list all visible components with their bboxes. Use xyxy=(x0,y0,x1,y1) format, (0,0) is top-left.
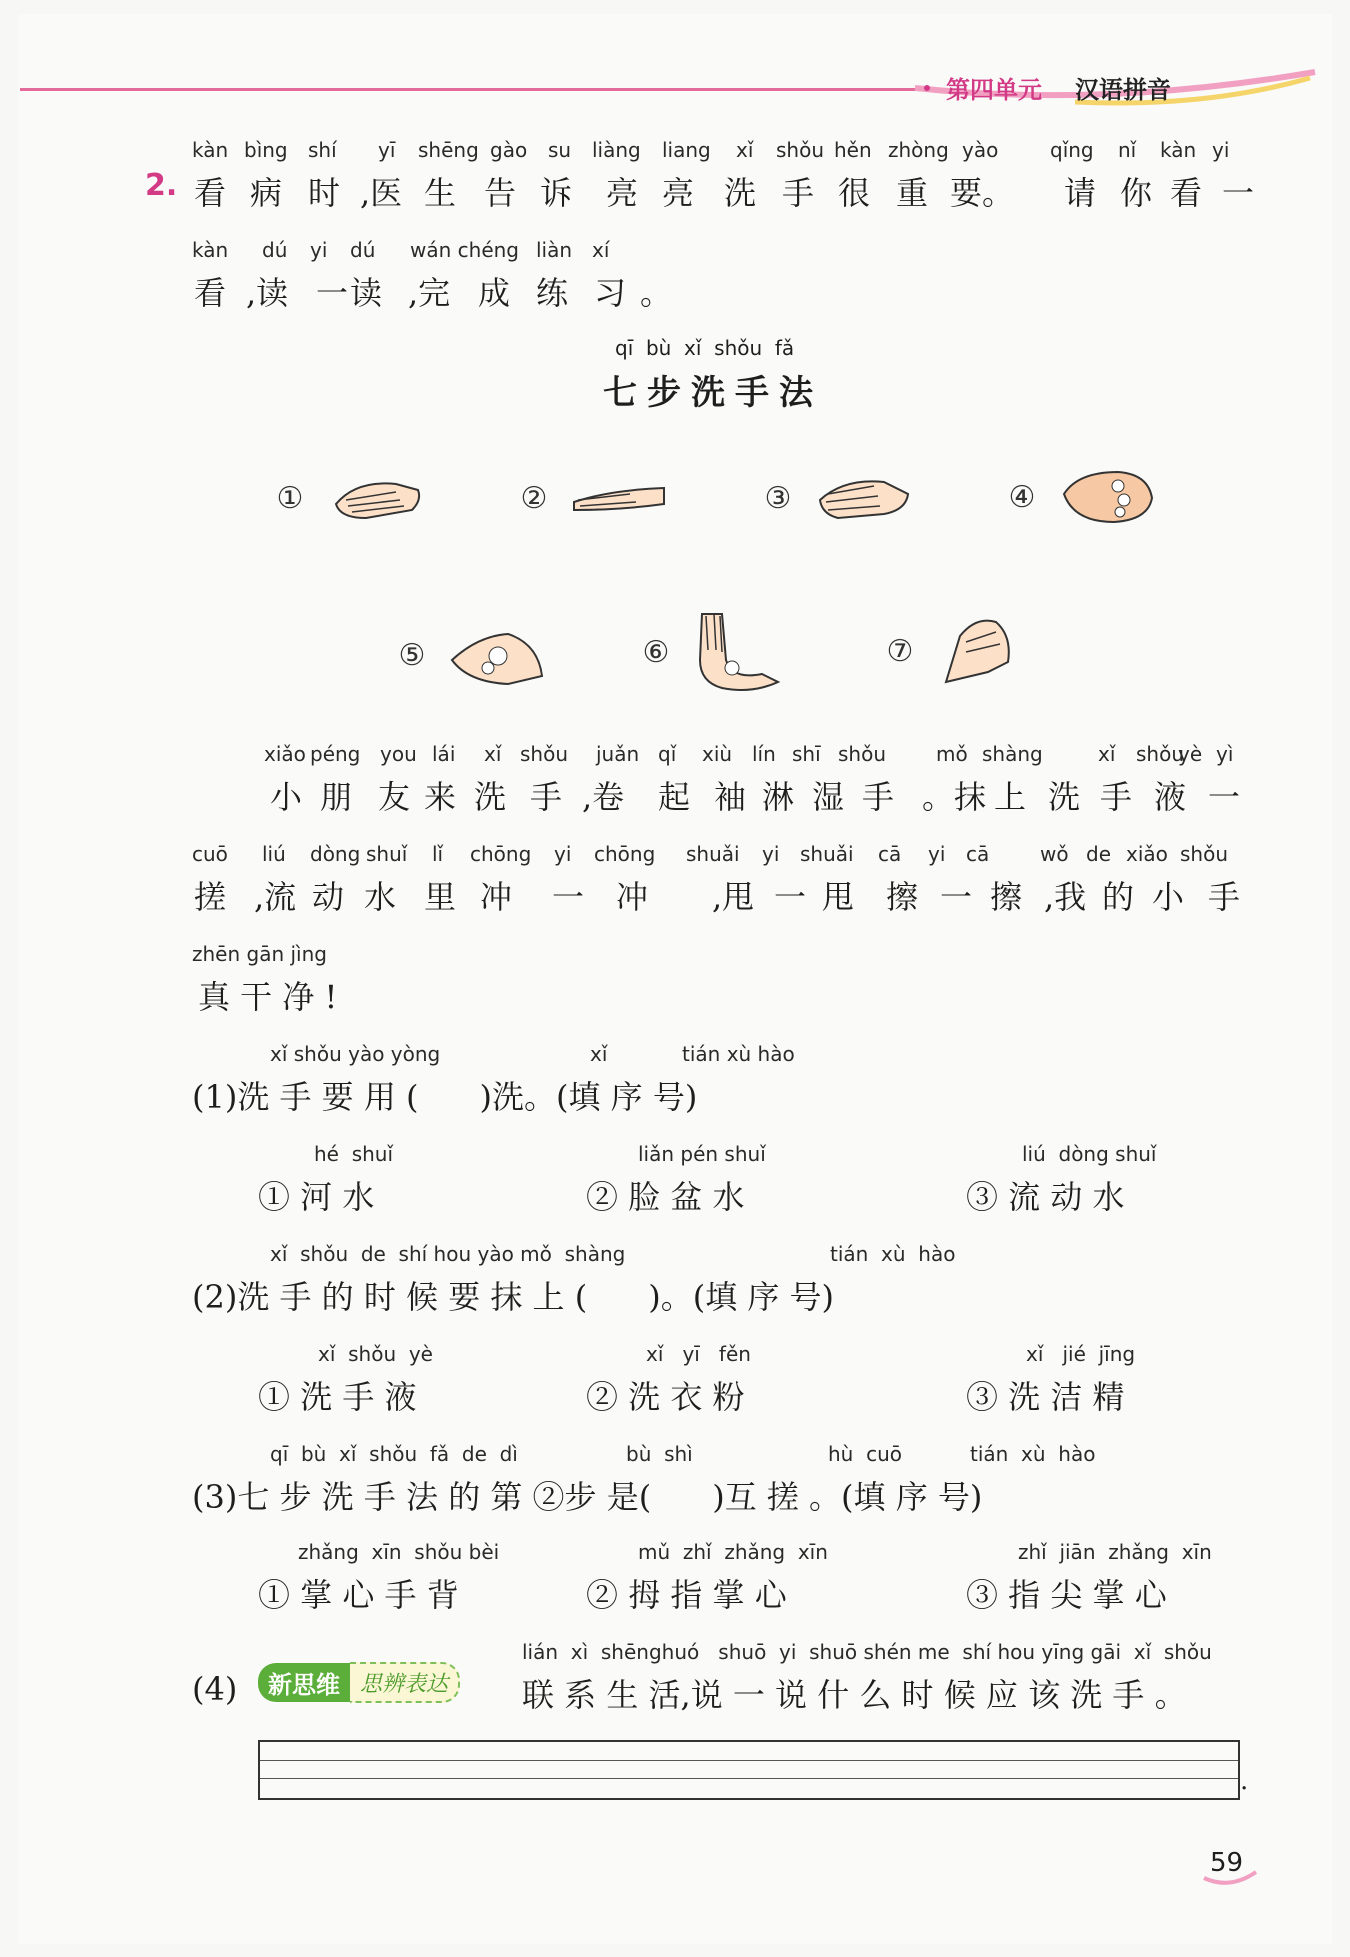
q2-line xyxy=(0,1242,1350,1342)
pinyin: yào xyxy=(962,138,999,162)
hanzi: 一 xyxy=(316,274,349,312)
hanzi: 手 xyxy=(1100,778,1133,816)
pinyin: dòng xyxy=(310,842,361,866)
option-2[interactable]: ② 洗 衣 粉 xyxy=(586,1378,745,1416)
hanzi: 看 xyxy=(194,174,227,212)
hanzi: 湿 xyxy=(812,778,845,816)
hanzi: 里 xyxy=(424,878,457,916)
pinyin: kàn xyxy=(1160,138,1197,162)
pinyin: shī xyxy=(792,742,821,766)
hanzi: 要。 xyxy=(950,174,1015,212)
step-5 xyxy=(392,620,548,690)
hanzi: 看 xyxy=(194,274,227,312)
hanzi: 搓 xyxy=(194,878,227,916)
hanzi: 动 xyxy=(312,878,345,916)
pinyin: yi xyxy=(554,842,572,866)
hanzi: ,完 xyxy=(408,274,451,312)
hanzi: 洗 xyxy=(724,174,757,212)
step-4 xyxy=(1002,464,1158,530)
unit-title: 汉语拼音 xyxy=(1075,76,1171,104)
pinyin: zhǎng xīn shǒu bèi xyxy=(298,1540,500,1564)
hanzi: 诉 xyxy=(540,174,573,212)
pinyin: cā xyxy=(878,842,902,866)
step-3 xyxy=(758,470,914,526)
hanzi: 手 xyxy=(782,174,815,212)
option-1[interactable]: ① 掌 心 手 背 xyxy=(258,1576,459,1614)
step-number: ④ xyxy=(1008,479,1036,515)
pinyin: zhǐ jiān zhǎng xīn xyxy=(1018,1540,1212,1564)
knuckles-rubbing-icon xyxy=(1058,464,1158,530)
option-3[interactable]: ③ 洗 洁 精 xyxy=(966,1378,1125,1416)
pinyin: gào xyxy=(490,138,528,162)
pinyin: lián xì shēnghuó shuō yi shuō shén me shí hou yīng gāi xǐ shǒu xyxy=(522,1640,1212,1664)
hanzi: ,我 xyxy=(1044,878,1087,916)
question-number: 2. xyxy=(145,168,178,203)
pinyin: su xyxy=(548,138,572,162)
pinyin: shǒu xyxy=(776,138,825,162)
hanzi: 来 xyxy=(424,778,457,816)
hanzi: ,读 xyxy=(246,274,289,312)
pinyin: juǎn xyxy=(596,742,640,766)
pinyin: cuō xyxy=(192,842,228,866)
question-text: 联 系 生 活,说 一 说 什 么 时 候 应 该 洗 手 。 xyxy=(522,1676,1187,1714)
pinyin: liú xyxy=(262,842,286,866)
step-number: ⑥ xyxy=(642,634,670,670)
writing-line xyxy=(260,1760,1238,1761)
hanzi: 一 xyxy=(940,878,973,916)
pinyin: chōng xyxy=(470,842,532,866)
hanzi: 看 xyxy=(1170,174,1203,212)
q4-line xyxy=(0,1640,1350,1740)
pinyin: kàn xyxy=(192,238,229,262)
pinyin: you xyxy=(380,742,417,766)
hanzi: 生 xyxy=(424,174,457,212)
pinyin: liǎn pén shuǐ xyxy=(638,1142,766,1166)
hanzi: 。抹 xyxy=(922,778,987,816)
pinyin: shǒu xyxy=(1180,842,1229,866)
pinyin: tián xù hào xyxy=(970,1442,1096,1466)
hanzi: 很 xyxy=(838,174,871,212)
badge-sub: 思辨表达 xyxy=(350,1662,460,1703)
pinyin: liàn xyxy=(536,238,573,262)
pinyin: xǐ shǒu de shí hou yào mǒ shàng xyxy=(270,1242,626,1266)
pinyin: kàn xyxy=(192,138,229,162)
pinyin: dú xyxy=(262,238,288,262)
unit-label: 第四单元 xyxy=(946,76,1042,104)
hanzi: 成 xyxy=(478,274,511,312)
pinyin: hù cuō xyxy=(828,1442,902,1466)
hanzi: ,医 xyxy=(360,174,403,212)
passage-line-1 xyxy=(0,742,1350,842)
option-2[interactable]: ② 拇 指 掌 心 xyxy=(586,1576,787,1614)
hanzi: 手 xyxy=(1208,878,1241,916)
pinyin: shǒu xyxy=(838,742,887,766)
hanzi: 告 xyxy=(484,174,517,212)
step-7 xyxy=(880,612,1016,690)
page-swoosh-icon xyxy=(1200,1868,1260,1888)
title-pinyin: qī bù xǐ shǒu fǎ xyxy=(615,336,795,360)
pinyin: zhòng xyxy=(888,138,949,162)
thumb-rubbing-icon xyxy=(448,620,548,690)
pinyin: xǐ xyxy=(736,138,754,162)
pinyin: bìng xyxy=(244,138,288,162)
pinyin: tián xù hào xyxy=(830,1242,956,1266)
q1-line xyxy=(0,1042,1350,1142)
hanzi: 小 xyxy=(1152,878,1185,916)
step-number: ⑦ xyxy=(886,633,914,669)
pinyin: yi xyxy=(1212,138,1230,162)
hanzi: 冲 xyxy=(480,878,513,916)
pinyin: lín xyxy=(752,742,776,766)
hanzi: 亮 xyxy=(606,174,639,212)
pinyin: xiǎo xyxy=(1126,842,1168,866)
hanzi: ,甩 xyxy=(712,878,755,916)
pinyin: hé shuǐ xyxy=(314,1142,394,1166)
hanzi: 上 xyxy=(994,778,1027,816)
text: 真 干 净 ! xyxy=(198,978,338,1016)
pinyin: nǐ xyxy=(1118,138,1137,162)
pinyin: yì xyxy=(1216,742,1234,766)
intro-line-2 xyxy=(0,238,1350,338)
pinyin: xí xyxy=(592,238,610,262)
step-2 xyxy=(514,470,670,526)
wrist-rubbing-icon xyxy=(936,612,1016,690)
step-number: ⑤ xyxy=(398,637,426,673)
pinyin: mǔ zhǐ zhǎng xīn xyxy=(638,1540,828,1564)
pinyin: de xyxy=(1086,842,1111,866)
page-number: 59 xyxy=(1210,1848,1244,1878)
pinyin: shuǐ xyxy=(366,842,408,866)
pinyin: bù shì xyxy=(626,1442,693,1466)
pinyin: qǐ xyxy=(658,742,677,766)
question-text: (2)洗 手 的 时 候 要 抹 上 ( )。(填 序 号) xyxy=(192,1278,835,1316)
hanzi: 一 xyxy=(1208,778,1241,816)
pinyin: hěn xyxy=(834,138,872,162)
hanzi: 袖 xyxy=(714,778,747,816)
hanzi: 一 xyxy=(552,878,585,916)
hanzi: 友 xyxy=(378,778,411,816)
pinyin: shǒu xyxy=(520,742,569,766)
step-6 xyxy=(636,610,782,694)
hanzi: 你 xyxy=(1120,174,1153,212)
title: 七步洗手法 xyxy=(603,373,823,413)
badge-main: 新思维 xyxy=(258,1663,350,1702)
header-divider xyxy=(20,88,920,91)
hanzi: 亮 xyxy=(662,174,695,212)
step-number: ① xyxy=(276,480,304,516)
pinyin: cā xyxy=(966,842,990,866)
pinyin: yi xyxy=(928,842,946,866)
answer-period: . xyxy=(1240,1766,1249,1796)
question-label: (4) xyxy=(192,1670,238,1708)
pinyin: xǐ xyxy=(590,1042,608,1066)
pinyin: qī bù xǐ shǒu fǎ de dì xyxy=(270,1442,518,1466)
question-text: (1)洗 手 要 用 ( )洗。(填 序 号) xyxy=(192,1078,698,1116)
q3-options xyxy=(0,1540,1350,1640)
q2-options xyxy=(0,1342,1350,1442)
hanzi: 一 xyxy=(774,878,807,916)
pinyin: liang xyxy=(662,138,711,162)
hanzi: 读 xyxy=(350,274,383,312)
pinyin: mǒ xyxy=(936,742,968,766)
pinyin: lǐ xyxy=(432,842,444,866)
pinyin: shuǎi xyxy=(686,842,740,866)
hanzi: 淋 xyxy=(762,778,795,816)
option-3[interactable]: ③ 流 动 水 xyxy=(966,1178,1125,1216)
pinyin: yī xyxy=(378,138,396,162)
pinyin: yi xyxy=(762,842,780,866)
pinyin: dú xyxy=(350,238,376,262)
pinyin: shí xyxy=(308,138,337,162)
pinyin: qǐng xyxy=(1050,138,1094,162)
pinyin: shǒu xyxy=(1136,742,1185,766)
hanzi: 请 xyxy=(1064,174,1097,212)
writing-line xyxy=(260,1778,1238,1779)
pinyin: xiù xyxy=(702,742,733,766)
fingertips-palm-icon xyxy=(692,610,782,694)
hanzi: 练 xyxy=(536,274,569,312)
passage-line-3 xyxy=(0,942,1350,1042)
hanzi: 一 xyxy=(1222,174,1255,212)
q3-line xyxy=(0,1442,1350,1542)
hanzi: 洗 xyxy=(474,778,507,816)
option-1[interactable]: ① 洗 手 液 xyxy=(258,1378,417,1416)
hanzi: 擦 xyxy=(990,878,1023,916)
back-of-hand-rubbing-icon xyxy=(570,470,670,526)
intro-line-1 xyxy=(0,138,1350,238)
pinyin: xǐ jié jīng xyxy=(1026,1342,1136,1366)
pinyin: liú dòng shuǐ xyxy=(1022,1142,1157,1166)
step-number: ③ xyxy=(764,480,792,516)
fingers-interlaced-icon xyxy=(814,470,914,526)
pinyin: chōng xyxy=(594,842,656,866)
passage-line-2 xyxy=(0,842,1350,942)
pinyin: xǐ shǒu yào yòng xyxy=(270,1042,441,1066)
option-3[interactable]: ③ 指 尖 掌 心 xyxy=(966,1576,1167,1614)
hanzi: 。 xyxy=(640,274,673,312)
hanzi: 水 xyxy=(364,878,397,916)
pinyin: tián xù hào xyxy=(682,1042,795,1066)
pinyin: lái xyxy=(432,742,456,766)
step-1 xyxy=(270,470,426,526)
hanzi: 习 xyxy=(594,274,627,312)
pinyin: shàng xyxy=(982,742,1043,766)
pinyin: xiǎo xyxy=(264,742,306,766)
pinyin: xǐ xyxy=(484,742,502,766)
pinyin: xǐ yī fěn xyxy=(646,1342,751,1366)
hanzi: 时 xyxy=(308,174,341,212)
palms-rubbing-icon xyxy=(326,470,426,526)
hanzi: 重 xyxy=(896,174,929,212)
pinyin: shēng xyxy=(418,138,479,162)
hanzi: 手 xyxy=(862,778,895,816)
hanzi: 小 xyxy=(270,778,303,816)
hanzi: 起 xyxy=(658,778,691,816)
hanzi: 手 xyxy=(530,778,563,816)
hanzi: ,流 xyxy=(254,878,297,916)
pinyin: liàng xyxy=(592,138,641,162)
hanzi: 液 xyxy=(1154,778,1187,816)
hanzi: ,卷 xyxy=(582,778,625,816)
option-2[interactable]: ② 脸 盆 水 xyxy=(586,1178,745,1216)
q1-options xyxy=(0,1142,1350,1242)
pinyin: shuǎi xyxy=(800,842,854,866)
pinyin: xǐ shǒu yè xyxy=(318,1342,433,1366)
pinyin: xǐ xyxy=(1098,742,1116,766)
pinyin: wán chéng xyxy=(410,238,519,262)
pinyin: yè xyxy=(1178,742,1203,766)
hanzi: 朋 xyxy=(320,778,353,816)
hanzi: 冲 xyxy=(616,878,649,916)
answer-box[interactable] xyxy=(258,1740,1240,1800)
hanzi: 的 xyxy=(1102,878,1135,916)
pinyin: yi xyxy=(310,238,328,262)
new-thinking-badge xyxy=(258,1664,460,1700)
pinyin: wǒ xyxy=(1040,842,1069,866)
pinyin: péng xyxy=(310,742,361,766)
hanzi: 病 xyxy=(250,174,283,212)
question-text: (3)七 步 洗 手 法 的 第 ②步 是( )互 搓 。(填 序 号) xyxy=(192,1478,983,1516)
hanzi: 甩 xyxy=(822,878,855,916)
step-number: ② xyxy=(520,480,548,516)
option-1[interactable]: ① 河 水 xyxy=(258,1178,375,1216)
pinyin: zhēn gān jìng xyxy=(192,942,327,966)
hanzi: 洗 xyxy=(1048,778,1081,816)
hanzi: 擦 xyxy=(886,878,919,916)
